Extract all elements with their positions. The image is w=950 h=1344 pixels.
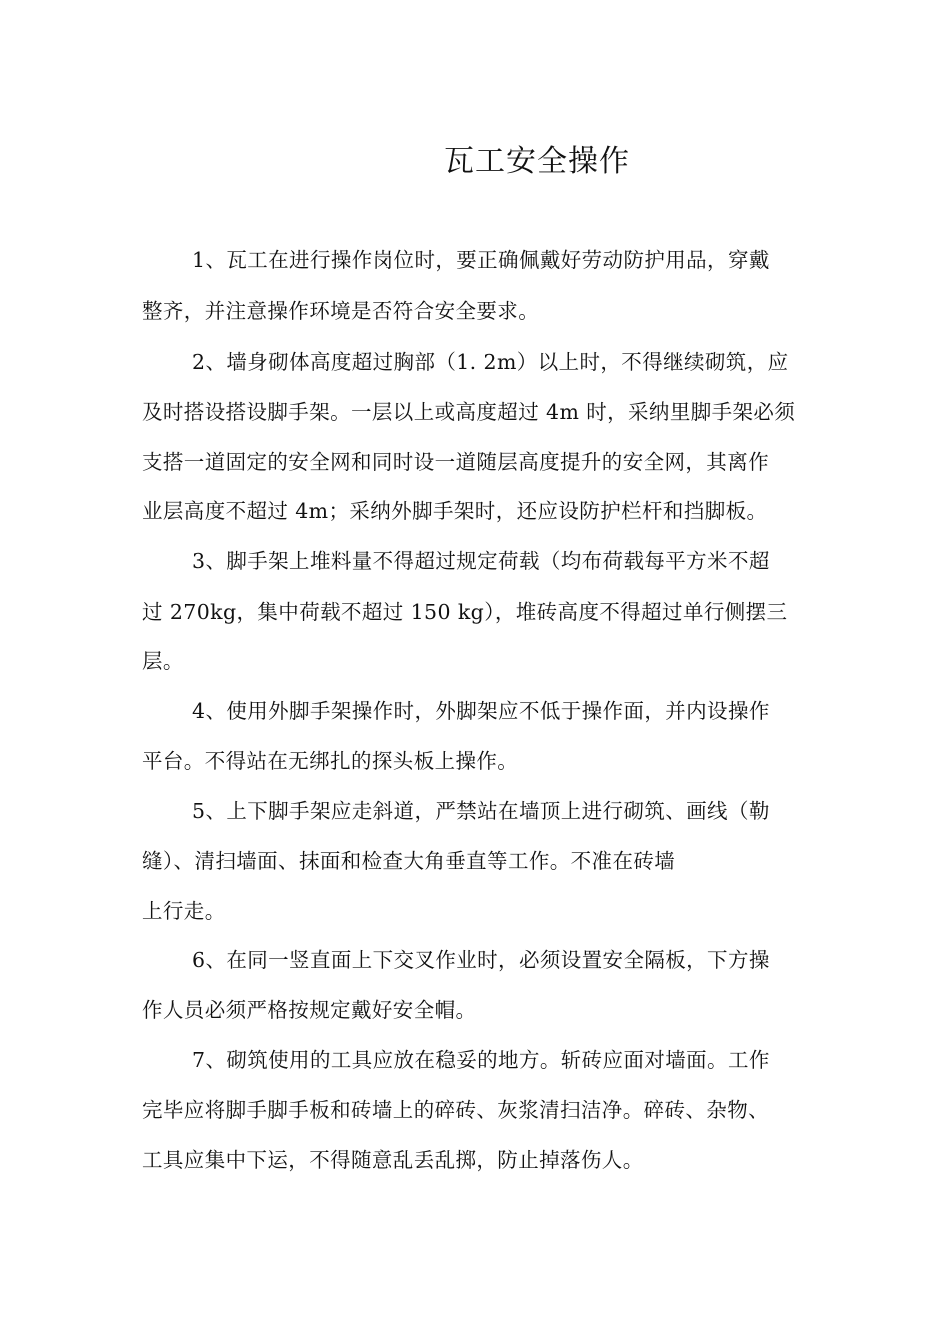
text-line: 4、使用外脚手架操作时，外脚架应不低于操作面，并内设操作 (192, 699, 770, 723)
text-line: 6、在同一竖直面上下交叉作业时，必须设置安全隔板，下方操 (192, 948, 770, 972)
text-line: 平台。不得站在无绑扎的探头板上操作。 (142, 749, 519, 773)
text-line: 业层高度不超过 4m；采纳外脚手架时，还应设防护栏杆和挡脚板。 (142, 499, 768, 523)
text-line: 5、上下脚手架应走斜道，严禁站在墙顶上进行砌筑、画线（勒 (192, 799, 770, 823)
page-title: 瓦工安全操作 (444, 144, 630, 179)
text-line: 上行走。 (142, 899, 226, 923)
text-line: 层。 (142, 649, 184, 673)
text-line: 3、脚手架上堆料量不得超过规定荷载（均布荷载每平方米不超 (192, 549, 770, 573)
text-line: 完毕应将脚手脚手板和砖墙上的碎砖、灰浆清扫洁净。碎砖、杂物、 (142, 1098, 769, 1122)
text-line: 作人员必须严格按规定戴好安全帽。 (142, 998, 477, 1022)
text-line: 缝）、清扫墙面、抹面和检查大角垂直等工作。不准在砖墙 (142, 849, 676, 873)
text-line: 工具应集中下运，不得随意乱丢乱掷，防止掉落伤人。 (142, 1148, 644, 1172)
text-line: 及时搭设搭设脚手架。一层以上或高度超过 4m 时，采纳里脚手架必须 (142, 400, 796, 424)
text-line: 7、砌筑使用的工具应放在稳妥的地方。斩砖应面对墙面。工作 (192, 1048, 770, 1072)
text-line: 2、墙身砌体高度超过胸部（1. 2m）以上时，不得继续砌筑，应 (192, 350, 789, 374)
text-line: 支搭一道固定的安全网和同时设一道随层高度提升的安全网，其离作 (142, 450, 769, 474)
text-line: 过 270kg，集中荷载不超过 150 kg），堆砖高度不得超过单行侧摆三 (142, 600, 788, 624)
text-line: 整齐，并注意操作环境是否符合安全要求。 (142, 299, 540, 323)
text-line: 1、瓦工在进行操作岗位时，要正确佩戴好劳动防护用品，穿戴 (192, 248, 770, 272)
